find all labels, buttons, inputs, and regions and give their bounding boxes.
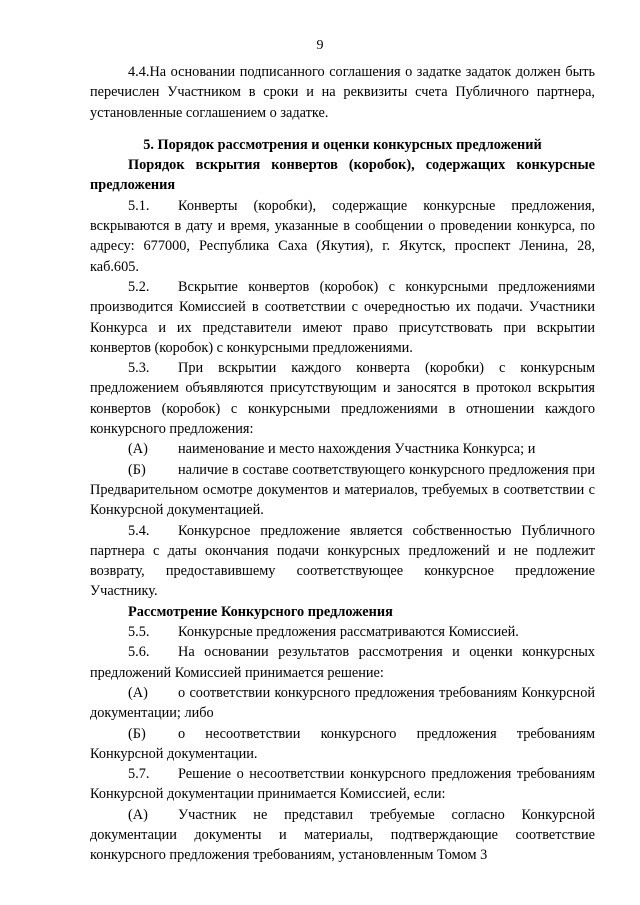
item-number: (А)	[128, 684, 148, 701]
item-text: Решение о несоответствии конкурсного предложения требованиям Конкурсной документации принимается Комиссией, если:	[90, 766, 595, 803]
section-title: 5. Порядок рассмотрения и оценки конкурсных предложений	[143, 136, 542, 153]
paragraph-5-6-b	[90, 724, 595, 765]
paragraph-5-5	[90, 622, 595, 642]
item-number: (А)	[128, 806, 148, 823]
item-text: На основании результатов рассмотрения и оценки конкурсных предложений Комиссией принимается решение:	[90, 644, 595, 681]
item-number: 5.4.	[128, 522, 150, 539]
document-body	[90, 62, 595, 866]
paragraph-5-6	[90, 642, 595, 683]
paragraph-5-3-b	[90, 460, 595, 521]
item-text: Конверты (коробки), содержащие конкурсные предложения, вскрываются в дату и время, указанные в сообщении о проведении конкурса, по адресу: 677000, Республика Саха (Якутия), г. Якутск, проспект Ленина, 28, каб.605.	[90, 197, 595, 275]
paragraph-5-7-a	[90, 805, 595, 866]
item-number: 5.7.	[128, 766, 150, 783]
item-number: 5.3.	[128, 360, 150, 377]
item-text: Вскрытие конвертов (коробок) с конкурсными предложениями производится Комиссией в соответствии с очередностью их подачи. Участники Конкурса и их представители имеют право присутствовать при вскрытии конвертов (коробок) с конкурсными предложениями.	[90, 278, 595, 356]
item-number: (А)	[128, 441, 148, 458]
item-text: При вскрытии каждого конверта (коробки) с конкурсным предложением объявляются присутствующим и заносятся в протокол вскрытия конвертов (коробок) с конкурсными предложениями в отношении каждого конкурсного предложения:	[90, 360, 595, 438]
item-text: Конкурсное предложение является собственностью Публичного партнера с даты окончания подачи конкурсных предложений и не подлежит возврату, предоставившему соответствующее конкурсное предложение Участнику.	[90, 522, 595, 600]
subheading-review: Рассмотрение Конкурсного предложения	[128, 603, 393, 620]
paragraph-5-3	[90, 358, 595, 439]
subheading-opening: Порядок вскрытия конвертов (коробок), содержащих конкурсные предложения	[90, 157, 595, 194]
item-text: наименование и место нахождения Участника Конкурса; и	[178, 441, 536, 458]
paragraph-5-4	[90, 521, 595, 602]
paragraph-5-1	[90, 196, 595, 277]
item-text: Конкурсные предложения рассматриваются Комиссией.	[178, 624, 519, 641]
paragraph-5-3-a	[90, 439, 595, 459]
paragraph-5-6-a	[90, 683, 595, 724]
item-text: наличие в составе соответствующего конкурсного предложения при Предварительном осмотре документов и материалов, требуемых в соответствии с Конкурсной документацией.	[90, 461, 595, 519]
item-number: 5.2.	[128, 278, 150, 295]
item-number: 5.5.	[128, 624, 150, 641]
item-text: о соответствии конкурсного предложения требованиям Конкурсной документации; либо	[90, 684, 595, 722]
item-number: (Б)	[128, 725, 146, 742]
item-number: 5.6.	[128, 644, 150, 661]
paragraph-5-7	[90, 764, 595, 805]
paragraph-4-4: 4.4.На основании подписанного соглашения о задатке задаток должен быть перечислен Участником в сроки и на реквизиты счета Публичного партнера, установленные соглашением о задатке.	[90, 64, 595, 121]
item-number: (Б)	[128, 461, 146, 478]
item-text: Участник не представил требуемые согласно Конкурсной документации документы и материалы, подтверждающие соответствие конкурсного предложения требованиям, установленным Томом 3	[90, 806, 595, 864]
item-text: о несоответствии конкурсного предложения требованиям Конкурсной документации.	[90, 725, 595, 762]
item-number: 5.1.	[128, 197, 150, 214]
page-number: 9	[316, 38, 324, 53]
paragraph-5-2	[90, 277, 595, 358]
